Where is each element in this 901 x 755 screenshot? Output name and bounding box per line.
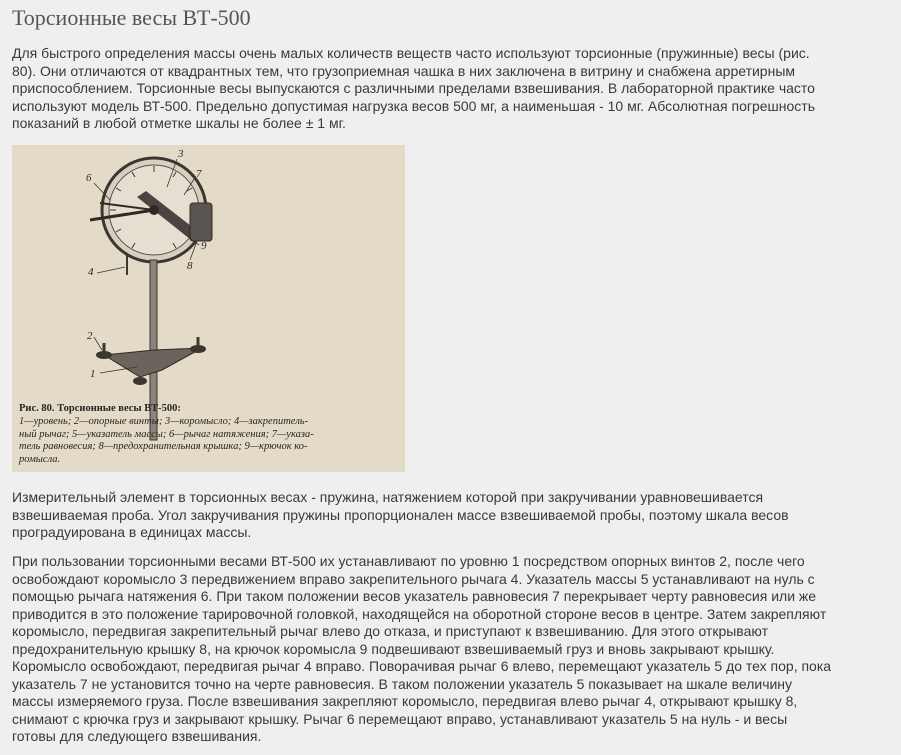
figure-caption-title: Рис. 80. Торсионные весы ВТ-500:	[19, 403, 181, 414]
text-line: 80). Они отличаются от квадрантных тем, что грузоприемная чашка в них заключена в витрину и снабжена арретирным	[12, 62, 796, 79]
text-line: снимают с крючка груз и закрывают крышку. Рычаг 6 перемещают вправо, устанавливают указатель 5 на нуль - и весы	[12, 710, 788, 727]
text-line: освобождают коромысло 3 передвижением вправо закрепительного рычага 4. Указатель массы 5 устанавливают на нуль с	[12, 570, 815, 587]
figure-label-1: 1	[90, 368, 96, 380]
scale-illustration	[12, 145, 405, 472]
text-line: При пользовании торсионными весами ВТ-500 их устанавливают по уровню 1 посредством опорных винтов 2, после чего	[12, 553, 805, 569]
text-line: показаний в любой отметке шкалы не более ± 1 мг.	[12, 115, 346, 131]
paragraph-usage-instructions	[12, 553, 890, 746]
figure-label-3: 3	[178, 148, 184, 160]
text-line: взвешиваемая проба. Угол закручивания пружины пропорционален массе взвешиваемой пробы, поэтому шкала весов	[12, 506, 789, 523]
text-line: готовы для следующего взвешивания.	[12, 728, 262, 744]
figure-caption-line: ромысла.	[19, 453, 61, 465]
paragraph-intro	[12, 45, 890, 133]
text-line: Измерительный элемент в торсионных весах - пружина, натяжением которой при закручивании уравновешивается	[12, 489, 764, 505]
figure-label-8: 8	[187, 260, 193, 272]
text-line: массы измеряемого груза. После взвешивания закрепляют коромысло, передвигая влево рычаг 4, открывают крышку 8,	[12, 693, 798, 709]
text-line: проградуирована в единицах массы.	[12, 524, 252, 540]
text-line: предохранительную крышку 8, на крючок коромысла 9 подвешивают взвешиваемый груз и вновь закрывают крышку.	[12, 640, 775, 657]
text-line: коромысло, передвигая закрепительный рычаг влево до отказа, и приступают к взвешиванию. Для этого открывают	[12, 623, 768, 639]
figure-label-7: 7	[196, 168, 202, 180]
figure-label-9: 9	[201, 240, 207, 252]
figure-label-4: 4	[88, 266, 94, 278]
figure-label-2: 2	[87, 330, 93, 342]
text-line: Для быстрого определения массы очень малых количеств веществ часто используют торсионные (пружинные) весы (рис.	[12, 45, 810, 61]
figure-label-6: 6	[86, 172, 92, 184]
figure-caption-line: тель равновесия; 8—предохранительная крышка; 9—крючок ко-	[19, 441, 308, 453]
paragraph-measuring-element	[12, 489, 890, 542]
figure-caption-line: ный рычаг; 5—указатель массы; 6—рычаг натяжения; 7—указа-	[19, 428, 314, 440]
page-title: Торсионные весы ВТ-500	[12, 5, 251, 30]
text-line: приспособлением. Торсионные весы выпускаются с различными пределами взвешивания. В лабораторной практике часто	[12, 80, 815, 96]
text-line: приводится в это положение тарировочной головкой, находящейся на оборотной стороне весов в центре. Затем закрепляют	[12, 605, 827, 622]
figure-caption	[19, 403, 399, 466]
text-line: указатель 7 не установится точно на черте равновесия. В таком положении указатель 5 показывает на шкале величину	[12, 675, 793, 692]
figure-caption-line: 1—уровень; 2—опорные винты; 3—коромысло; 4—закрепитель-	[19, 416, 309, 428]
text-line: Коромысло освобождают, передвигая рычаг 4 вправо. Поворачивая рычаг 6 влево, перемещают указатель 5 до тех пор, пока	[12, 658, 832, 674]
text-line: помощью рычага натяжения 6. При таком положении весов указатель равновесия 7 перекрывает черту равновесия или же	[12, 588, 817, 604]
text-line: используют модель ВТ-500. Предельно допустимая нагрузка весов 500 мг, а наименьшая - 10 мг. Абсолютная погрешность	[12, 97, 815, 114]
